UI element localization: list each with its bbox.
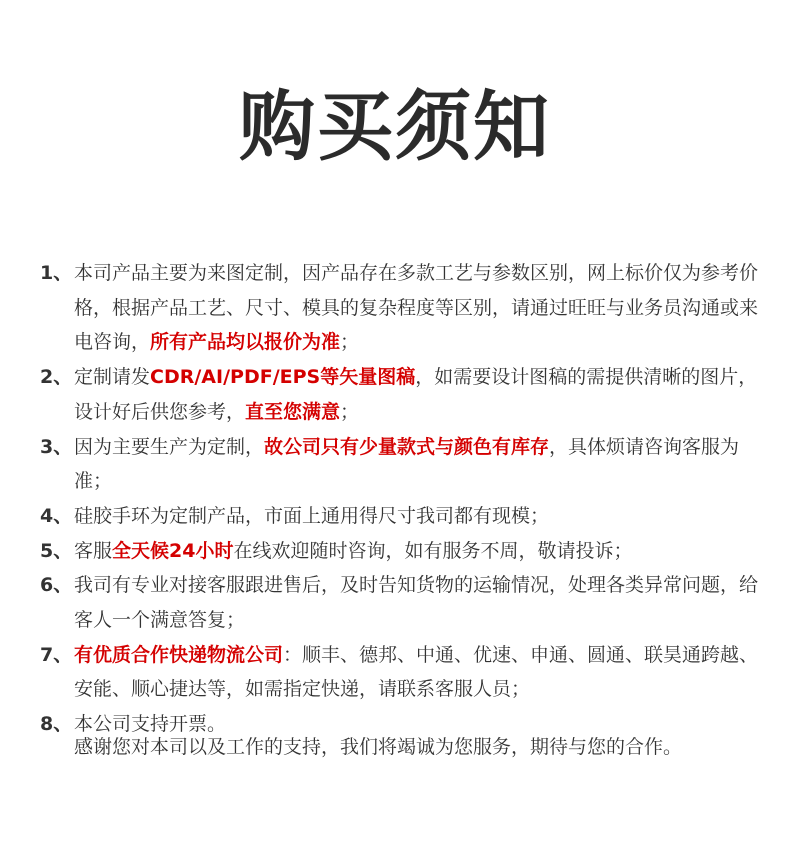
highlight-text: 所有产品均以报价为准 [150, 331, 341, 354]
notice-item-number: 5、 [40, 539, 73, 562]
notice-item-text [74, 430, 760, 499]
notice-item-number: 7、 [40, 643, 73, 666]
notice-item-number: 2、 [40, 366, 73, 389]
highlight-text: 全天候24小时 [112, 539, 234, 562]
body-text: 在线欢迎随时咨询，如有服务不周，敬请投诉； [233, 539, 633, 562]
body-text: ，具体烦请咨询客服为准； [74, 435, 740, 493]
body-text: 定制请发 [74, 366, 151, 389]
notice-item [40, 360, 760, 429]
notice-item-number: 6、 [40, 574, 73, 597]
notice-item [40, 568, 760, 637]
notice-item-text [74, 638, 760, 707]
body-text: 客服 [74, 539, 113, 562]
notice-item [40, 534, 760, 569]
notice-item-text [74, 499, 760, 534]
highlight-text: 直至您满意 [245, 400, 341, 423]
notice-item-number: 4、 [40, 504, 73, 527]
highlight-text: CDR/AI/PDF/EPS等矢量图稿 [150, 366, 416, 389]
thanks-message: 感谢您对本司以及工作的支持，我们将竭诚为您服务，期待与您的合作。 [74, 736, 683, 758]
body-text: 硅胶手环为定制产品，市面上通用得尺寸我司都有现模； [74, 504, 550, 527]
body-text: 因为主要生产为定制， [74, 435, 265, 458]
notice-item-number: 1、 [40, 262, 73, 284]
notice-item-number: 3、 [40, 435, 73, 458]
notice-item-number: 8、 [40, 713, 73, 736]
notice-item-text [74, 534, 760, 569]
body-text: ，如需要设计图稿的需提供清晰的图片，设计好后供您参考， [74, 366, 758, 423]
body-text: 本司产品主要为来图定制，因产品存在多款工艺与参数区别，网上标价仅为参考价格，根据产品工艺、尺寸、模具的复杂程度等区别，请通过旺旺与业务员沟通或来电咨询， [74, 262, 759, 354]
body-text: ：顺丰、德邦、中通、优速、申通、圆通、联昊通跨越、安能、顺心捷达等，如需指定快递，请联系客服人员； [74, 643, 759, 701]
body-text: 我司有专业对接客服跟进售后，及时告知货物的运输情况，处理各类异常问题，给客人一个满意答复； [74, 574, 759, 632]
body-text: ； [340, 331, 360, 354]
notice-item-text [74, 360, 760, 429]
notice-item [40, 430, 760, 499]
highlight-text: 故公司只有少量款式与颜色有库存 [264, 435, 550, 458]
highlight-text: 有优质合作快递物流公司 [74, 643, 284, 666]
notice-item-text [74, 568, 760, 637]
notice-item [40, 256, 760, 360]
notice-item [40, 499, 760, 534]
notice-list [40, 256, 760, 742]
body-text: 本公司支持开票。 [74, 713, 227, 736]
body-text: ； [340, 400, 360, 423]
notice-item [40, 638, 760, 707]
notice-item-text [74, 256, 760, 360]
page-title: 购买须知 [239, 82, 551, 171]
